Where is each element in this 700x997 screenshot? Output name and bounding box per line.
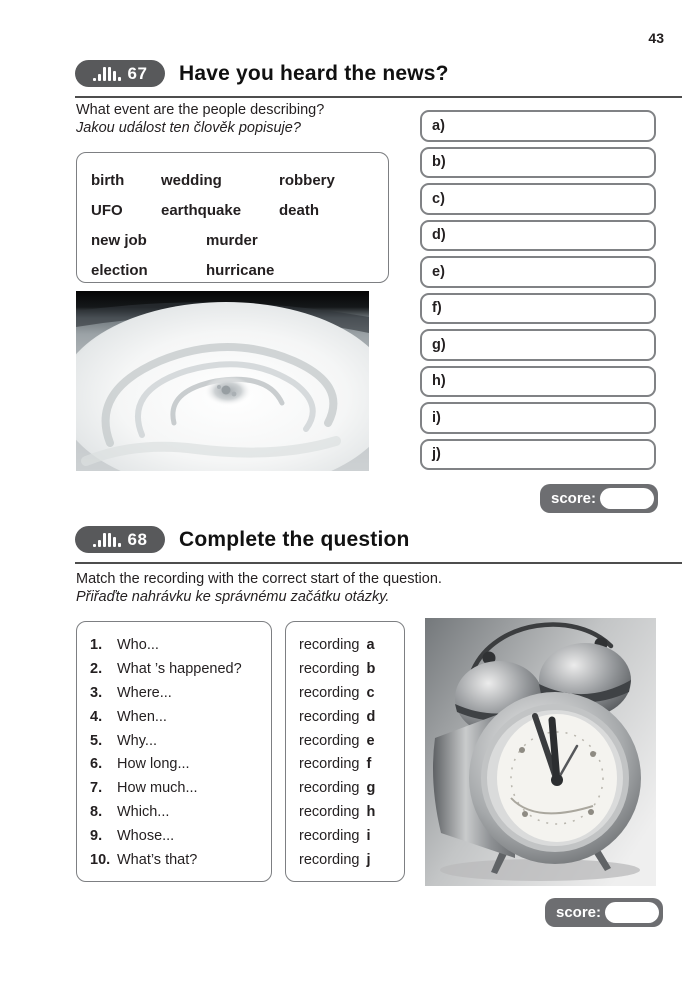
question-text: Why... xyxy=(117,732,158,749)
recording-letter: f xyxy=(366,756,372,773)
answer-slot-j[interactable] xyxy=(420,439,656,471)
answer-slot-label: h) xyxy=(432,373,446,390)
score-label: score: xyxy=(551,490,597,507)
answer-slot-list xyxy=(420,110,656,475)
recording-label: recording xyxy=(299,636,360,653)
word-bank-box xyxy=(76,152,389,283)
question-text: What’s that? xyxy=(117,851,198,868)
word-bank-item: birth xyxy=(91,171,125,189)
audio-bars-icon xyxy=(93,533,121,547)
answer-slot-label: a) xyxy=(432,117,445,134)
question-item xyxy=(90,776,265,800)
recording-letter: j xyxy=(366,851,371,868)
question-item xyxy=(90,705,265,729)
recording-letter: d xyxy=(366,708,376,725)
exercise-68-title: Complete the question xyxy=(179,527,410,551)
recording-letter: a xyxy=(366,636,375,653)
word-bank-item: earthquake xyxy=(161,201,242,219)
track-number: 67 xyxy=(127,63,148,83)
recording-label: recording xyxy=(299,732,360,749)
recording-item xyxy=(299,681,398,705)
question-number: 3. xyxy=(90,684,103,701)
answer-slot-label: j) xyxy=(432,446,441,463)
exercise-67-instructions xyxy=(76,101,324,137)
question-item xyxy=(90,848,265,872)
instruction-english: Match the recording with the correct start of the question. xyxy=(76,571,442,587)
question-item xyxy=(90,752,265,776)
recording-label: recording xyxy=(299,684,360,701)
recording-label: recording xyxy=(299,780,360,797)
audio-track-badge-68 xyxy=(75,526,165,553)
question-text: What ’s happened? xyxy=(117,660,242,677)
recording-item xyxy=(299,800,398,824)
recording-item xyxy=(299,824,398,848)
exercise-67-header xyxy=(75,60,682,98)
instruction-english: What event are the people describing? xyxy=(76,102,325,118)
instruction-czech: Jakou událost ten člověk popisuje? xyxy=(76,120,301,136)
alarm-clock-image xyxy=(425,618,656,886)
word-bank-item: murder xyxy=(206,231,258,249)
recording-item xyxy=(299,752,398,776)
answer-slot-f[interactable] xyxy=(420,293,656,325)
question-number: 8. xyxy=(90,804,103,821)
recording-letter: i xyxy=(366,828,371,845)
recording-letter: e xyxy=(366,732,375,749)
score-input[interactable] xyxy=(605,902,659,923)
instruction-czech: Přiřaďte nahrávku ke správnému začátku otázky. xyxy=(76,589,390,605)
answer-slot-label: c) xyxy=(432,190,445,207)
question-number: 2. xyxy=(90,660,103,677)
hurricane-image xyxy=(76,291,369,471)
question-number: 6. xyxy=(90,756,103,773)
exercise-67-title: Have you heard the news? xyxy=(179,61,449,85)
question-item xyxy=(90,824,265,848)
question-text: Which... xyxy=(117,804,170,821)
question-number: 1. xyxy=(90,636,103,653)
answer-slot-label: e) xyxy=(432,263,445,280)
word-bank-item: new job xyxy=(91,231,147,249)
word-bank-item: UFO xyxy=(91,201,123,219)
score-badge-68 xyxy=(545,898,663,927)
question-item xyxy=(90,681,265,705)
question-starts-box xyxy=(76,621,272,882)
question-number: 4. xyxy=(90,708,103,725)
question-number: 5. xyxy=(90,732,103,749)
recording-letter: g xyxy=(366,780,376,797)
question-number: 10. xyxy=(90,851,111,868)
question-item xyxy=(90,729,265,753)
recording-item xyxy=(299,633,398,657)
answer-slot-i[interactable] xyxy=(420,402,656,434)
answer-slot-label: f) xyxy=(432,300,442,317)
recording-letter: b xyxy=(366,660,376,677)
answer-slot-label: i) xyxy=(432,409,441,426)
question-text: How much... xyxy=(117,780,198,797)
answer-slot-label: g) xyxy=(432,336,446,353)
question-item xyxy=(90,633,265,657)
question-text: Where... xyxy=(117,684,172,701)
recording-label: recording xyxy=(299,660,360,677)
recording-label: recording xyxy=(299,708,360,725)
recording-item xyxy=(299,848,398,872)
track-number: 68 xyxy=(127,529,148,549)
recording-item xyxy=(299,657,398,681)
recording-label: recording xyxy=(299,804,360,821)
exercise-68-header xyxy=(75,526,682,564)
exercise-68-instructions xyxy=(76,570,442,606)
answer-slot-d[interactable] xyxy=(420,220,656,252)
recording-item xyxy=(299,776,398,800)
answer-slot-c[interactable] xyxy=(420,183,656,215)
word-bank-item: robbery xyxy=(279,171,335,189)
page-number: 43 xyxy=(648,30,664,46)
recording-label: recording xyxy=(299,828,360,845)
answer-slot-b[interactable] xyxy=(420,147,656,179)
score-label: score: xyxy=(556,904,602,921)
question-text: When... xyxy=(117,708,167,725)
answer-slot-a[interactable] xyxy=(420,110,656,142)
recording-letter: c xyxy=(366,684,375,701)
word-bank-item: election xyxy=(91,261,148,279)
word-bank-item: wedding xyxy=(161,171,222,189)
question-text: Who... xyxy=(117,636,159,653)
answer-slot-h[interactable] xyxy=(420,366,656,398)
recordings-box xyxy=(285,621,405,882)
score-input[interactable] xyxy=(600,488,654,509)
question-number: 9. xyxy=(90,828,103,845)
question-text: How long... xyxy=(117,756,190,773)
audio-bars-icon xyxy=(93,67,121,81)
question-text: Whose... xyxy=(117,828,175,845)
recording-item xyxy=(299,705,398,729)
answer-slot-label: d) xyxy=(432,227,446,244)
answer-slot-e[interactable] xyxy=(420,256,656,288)
question-item xyxy=(90,657,265,681)
answer-slot-label: b) xyxy=(432,154,446,171)
score-badge-67 xyxy=(540,484,658,513)
audio-track-badge-67 xyxy=(75,60,165,87)
question-number: 7. xyxy=(90,780,103,797)
recording-label: recording xyxy=(299,851,360,868)
question-item xyxy=(90,800,265,824)
recording-letter: h xyxy=(366,804,376,821)
recording-label: recording xyxy=(299,756,360,773)
recording-item xyxy=(299,729,398,753)
answer-slot-g[interactable] xyxy=(420,329,656,361)
word-bank-item: death xyxy=(279,201,320,219)
word-bank-item: hurricane xyxy=(206,261,275,279)
